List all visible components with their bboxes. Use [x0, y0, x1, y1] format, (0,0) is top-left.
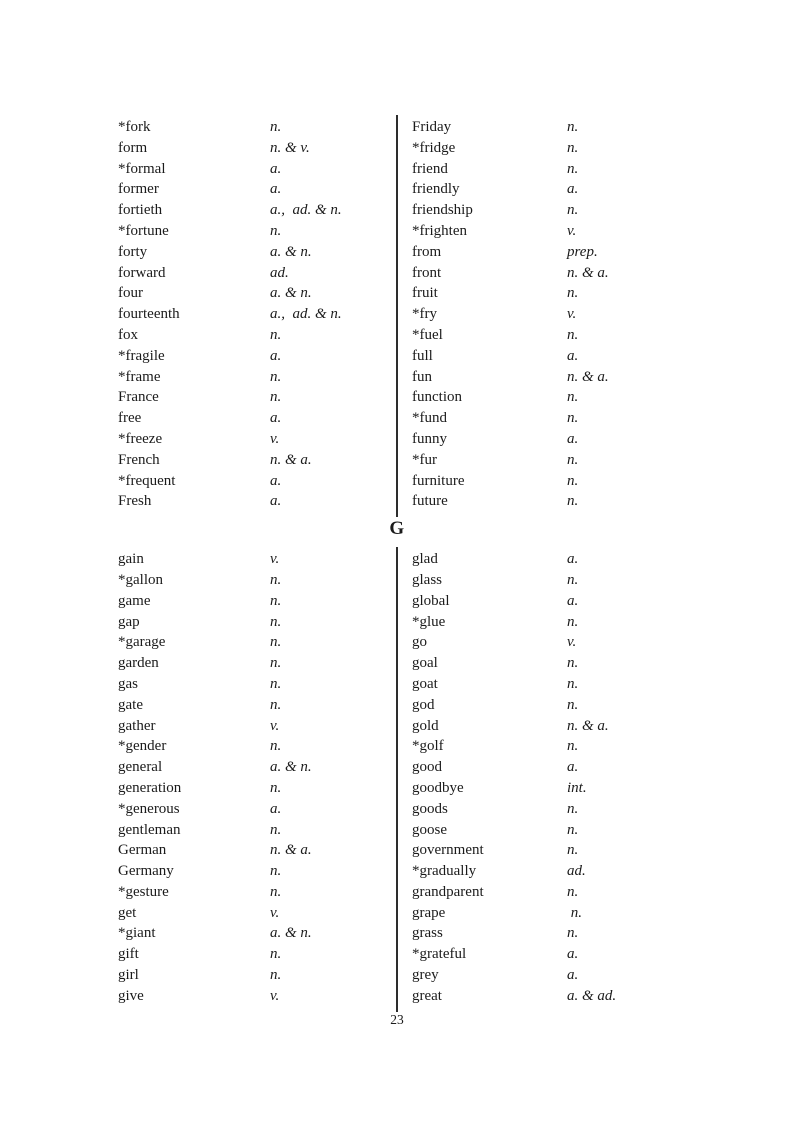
- word-text: glad: [412, 551, 438, 568]
- word-entry-row: [412, 367, 794, 388]
- word-entry-row: [412, 263, 794, 284]
- word-entry-row: [412, 200, 794, 221]
- part-of-speech-text: n.: [270, 863, 282, 880]
- word-text: furniture: [412, 472, 465, 489]
- word-text: goods: [412, 800, 448, 817]
- part-of-speech-text: a.: [567, 592, 579, 609]
- part-of-speech-text: n. & v.: [270, 139, 310, 156]
- word-entry-row: [118, 923, 397, 944]
- part-of-speech-text: a.: [270, 410, 282, 427]
- part-of-speech-text: a.: [270, 181, 282, 198]
- part-of-speech-text: a. & n.: [270, 243, 312, 260]
- word-entry-row: [118, 200, 397, 221]
- word-entry-row: [118, 549, 397, 570]
- word-text: Friday: [412, 119, 452, 135]
- word-entry-row: [118, 471, 397, 492]
- word-text: *fuel: [412, 326, 443, 343]
- word-entry-row: [412, 242, 794, 263]
- part-of-speech-text: n.: [270, 119, 282, 135]
- word-text: future: [412, 493, 448, 510]
- word-entry-row: [118, 716, 397, 737]
- word-text: gain: [118, 551, 144, 568]
- section-f-left-column: [0, 117, 397, 512]
- section-f-continued: [0, 117, 794, 512]
- word-text: generation: [118, 779, 182, 796]
- word-entry-row: [118, 778, 397, 799]
- part-of-speech-text: n.: [270, 571, 282, 588]
- part-of-speech-text: a.: [270, 800, 282, 817]
- part-of-speech-text: n.: [567, 389, 579, 406]
- word-entry-row: [118, 799, 397, 820]
- word-text: goat: [412, 675, 438, 692]
- word-entry-row: [118, 861, 397, 882]
- part-of-speech-text: n.: [270, 675, 282, 692]
- word-text: goal: [412, 655, 438, 672]
- part-of-speech-text: n.: [567, 571, 579, 588]
- part-of-speech-text: n.: [270, 779, 282, 796]
- part-of-speech-text: n.: [567, 800, 579, 817]
- part-of-speech-text: a.: [567, 946, 579, 963]
- part-of-speech-text: n.: [567, 451, 579, 468]
- part-of-speech-text: n.: [567, 202, 579, 219]
- part-of-speech-text: n.: [567, 119, 579, 135]
- part-of-speech-text: n.: [270, 696, 282, 713]
- word-entry-row: [412, 861, 794, 882]
- word-text: goose: [412, 821, 447, 838]
- section-g-header: G: [389, 518, 405, 540]
- word-entry-row: [118, 820, 397, 841]
- part-of-speech-text: ad.: [270, 264, 289, 281]
- part-of-speech-text: n.: [567, 842, 579, 859]
- word-entry-row: [412, 159, 794, 180]
- part-of-speech-text: a.: [270, 347, 282, 364]
- word-text: *golf: [412, 738, 444, 755]
- word-entry-row: [118, 965, 397, 986]
- word-text: *generous: [118, 800, 180, 817]
- word-entry-row: [118, 695, 397, 716]
- word-entry-row: [118, 408, 397, 429]
- word-text: gift: [118, 946, 139, 963]
- word-entry-row: [412, 695, 794, 716]
- word-text: four: [118, 285, 143, 302]
- word-text: former: [118, 181, 159, 198]
- word-entry-row: [412, 179, 794, 200]
- word-entry-row: [118, 736, 397, 757]
- word-entry-row: [412, 221, 794, 242]
- part-of-speech-text: n.: [270, 946, 282, 963]
- word-text: full: [412, 347, 433, 364]
- word-text: German: [118, 842, 167, 859]
- word-entry-row: [412, 820, 794, 841]
- part-of-speech-text: n.: [567, 410, 579, 427]
- word-entry-row: [412, 346, 794, 367]
- word-text: *grateful: [412, 946, 467, 963]
- word-text: *gradually: [412, 863, 477, 880]
- part-of-speech-text: n.: [270, 222, 282, 239]
- word-entry-row: [412, 387, 794, 408]
- part-of-speech-text: n.: [270, 821, 282, 838]
- word-text: friendship: [412, 202, 473, 219]
- word-text: forward: [118, 264, 166, 281]
- part-of-speech-text: int.: [567, 779, 587, 796]
- part-of-speech-text: prep.: [567, 243, 598, 260]
- word-entry-row: [118, 986, 397, 1007]
- part-of-speech-text: n.: [270, 326, 282, 343]
- word-entry-row: [118, 159, 397, 180]
- part-of-speech-text: n.: [567, 696, 579, 713]
- part-of-speech-text: n.: [567, 738, 579, 755]
- word-text: get: [118, 904, 137, 921]
- word-entry-row: [412, 736, 794, 757]
- word-text: *frighten: [412, 222, 467, 239]
- word-text: *fund: [412, 410, 447, 427]
- word-text: function: [412, 389, 462, 406]
- part-of-speech-text: a.: [567, 551, 579, 568]
- word-text: gas: [118, 675, 138, 692]
- word-text: gap: [118, 613, 140, 630]
- word-text: grape: [412, 904, 446, 921]
- column-divider-f: [396, 115, 398, 517]
- word-entry-row: [118, 757, 397, 778]
- word-entry-row: [412, 471, 794, 492]
- part-of-speech-text: a. & n.: [270, 285, 312, 302]
- part-of-speech-text: n.: [270, 738, 282, 755]
- part-of-speech-text: a.: [567, 967, 579, 984]
- word-entry-row: [412, 283, 794, 304]
- word-entry-row: [118, 283, 397, 304]
- part-of-speech-text: n. & a.: [567, 717, 609, 734]
- part-of-speech-text: a.: [567, 181, 579, 198]
- part-of-speech-text: n. & a.: [567, 368, 609, 385]
- word-text: *freeze: [118, 430, 163, 447]
- word-text: forty: [118, 243, 148, 260]
- word-text: Fresh: [118, 493, 152, 510]
- page-number: 23: [390, 1011, 404, 1027]
- word-text: garden: [118, 655, 159, 672]
- word-text: French: [118, 451, 160, 468]
- word-text: gate: [118, 696, 143, 713]
- word-entry-row: [412, 325, 794, 346]
- part-of-speech-text: v.: [567, 222, 577, 239]
- word-text: fun: [412, 368, 432, 385]
- word-entry-row: [118, 179, 397, 200]
- column-divider-g: [396, 547, 398, 1012]
- word-entry-row: [412, 965, 794, 986]
- word-text: grey: [412, 967, 439, 984]
- part-of-speech-text: v.: [270, 904, 280, 921]
- word-entry-row: [412, 304, 794, 325]
- word-text: *fork: [118, 119, 151, 135]
- word-text: *formal: [118, 160, 166, 177]
- word-text: gather: [118, 717, 156, 734]
- word-text: grandparent: [412, 883, 484, 900]
- word-entry-row: [412, 491, 794, 512]
- word-entry-row: [412, 778, 794, 799]
- word-text: *gallon: [118, 571, 163, 588]
- word-entry-row: [118, 304, 397, 325]
- part-of-speech-text: n.: [567, 883, 579, 900]
- word-entry-row: [118, 944, 397, 965]
- part-of-speech-text: n.: [567, 472, 579, 489]
- part-of-speech-text: n.: [567, 493, 579, 510]
- word-text: *frame: [118, 368, 161, 385]
- word-entry-row: [412, 591, 794, 612]
- section-g-right-column: [397, 549, 794, 1007]
- word-text: great: [412, 987, 442, 1004]
- word-text: *gesture: [118, 883, 169, 900]
- word-entry-row: [412, 944, 794, 965]
- word-entry-row: [118, 367, 397, 388]
- word-text: *glue: [412, 613, 446, 630]
- word-text: general: [118, 759, 163, 776]
- part-of-speech-text: n.: [567, 285, 579, 302]
- word-entry-row: [412, 986, 794, 1007]
- word-entry-row: [118, 632, 397, 653]
- word-entry-row: [412, 882, 794, 903]
- word-text: *giant: [118, 925, 156, 942]
- word-entry-row: [412, 632, 794, 653]
- word-entry-row: [412, 549, 794, 570]
- word-text: game: [118, 592, 151, 609]
- word-entry-row: [412, 674, 794, 695]
- word-text: *garage: [118, 634, 166, 651]
- part-of-speech-text: n.: [270, 368, 282, 385]
- part-of-speech-text: n.: [567, 139, 579, 156]
- word-entry-row: [118, 117, 397, 138]
- part-of-speech-text: n.: [270, 389, 282, 406]
- word-entry-row: [412, 799, 794, 820]
- part-of-speech-text: a.: [567, 347, 579, 364]
- part-of-speech-text: n. & a.: [567, 264, 609, 281]
- part-of-speech-text: n.: [567, 160, 579, 177]
- part-of-speech-text: n. & a.: [270, 451, 312, 468]
- word-text: *fragile: [118, 347, 165, 364]
- word-text: grass: [412, 925, 443, 942]
- word-text: give: [118, 987, 144, 1004]
- word-text: fourteenth: [118, 306, 180, 323]
- part-of-speech-text: v.: [567, 306, 577, 323]
- word-text: good: [412, 759, 442, 776]
- word-text: *fry: [412, 306, 437, 323]
- word-entry-row: [412, 138, 794, 159]
- part-of-speech-text: v.: [270, 430, 280, 447]
- word-entry-row: [118, 903, 397, 924]
- word-text: *fortune: [118, 222, 169, 239]
- word-entry-row: [412, 612, 794, 633]
- part-of-speech-text: n.: [270, 592, 282, 609]
- part-of-speech-text: v.: [270, 987, 280, 1004]
- word-text: France: [118, 389, 159, 406]
- word-text: *gender: [118, 738, 167, 755]
- word-entry-row: [412, 716, 794, 737]
- word-text: funny: [412, 430, 447, 447]
- word-entry-row: [412, 429, 794, 450]
- word-entry-row: [118, 242, 397, 263]
- part-of-speech-text: a.: [270, 160, 282, 177]
- part-of-speech-text: n.: [270, 655, 282, 672]
- section-g-left-column: [0, 549, 397, 1007]
- part-of-speech-text: n.: [567, 326, 579, 343]
- word-entry-row: [412, 570, 794, 591]
- part-of-speech-text: ad.: [567, 863, 586, 880]
- word-entry-row: [118, 221, 397, 242]
- word-text: girl: [118, 967, 139, 984]
- word-entry-row: [118, 653, 397, 674]
- part-of-speech-text: n. & a.: [270, 842, 312, 859]
- word-entry-row: [118, 570, 397, 591]
- word-entry-row: [118, 138, 397, 159]
- word-text: gold: [412, 717, 439, 734]
- word-entry-row: [118, 840, 397, 861]
- part-of-speech-text: a. & ad.: [567, 987, 617, 1004]
- part-of-speech-text: a., ad. & n.: [270, 306, 342, 323]
- word-text: friendly: [412, 181, 460, 198]
- word-entry-row: [118, 882, 397, 903]
- part-of-speech-text: n.: [567, 613, 579, 630]
- part-of-speech-text: a. & n.: [270, 925, 312, 942]
- word-text: *frequent: [118, 472, 176, 489]
- word-text: glass: [412, 571, 442, 588]
- word-text: gentleman: [118, 821, 181, 838]
- word-text: from: [412, 243, 442, 260]
- word-text: global: [412, 592, 450, 609]
- word-text: go: [412, 634, 427, 651]
- part-of-speech-text: n.: [567, 925, 579, 942]
- word-text: fruit: [412, 285, 438, 302]
- word-text: god: [412, 696, 435, 713]
- word-entry-row: [412, 117, 794, 138]
- part-of-speech-text: a.: [567, 430, 579, 447]
- part-of-speech-text: n.: [270, 634, 282, 651]
- part-of-speech-text: a.: [270, 472, 282, 489]
- word-text: Germany: [118, 863, 174, 880]
- word-text: government: [412, 842, 484, 859]
- word-text: *fur: [412, 451, 437, 468]
- part-of-speech-text: a., ad. & n.: [270, 202, 342, 219]
- word-entry-row: [118, 674, 397, 695]
- part-of-speech-text: n.: [567, 821, 579, 838]
- part-of-speech-text: n.: [270, 883, 282, 900]
- part-of-speech-text: v.: [270, 717, 280, 734]
- word-text: *fridge: [412, 139, 456, 156]
- word-text: fortieth: [118, 202, 163, 219]
- word-text: free: [118, 410, 142, 427]
- part-of-speech-text: n.: [567, 675, 579, 692]
- word-entry-row: [118, 491, 397, 512]
- word-entry-row: [118, 263, 397, 284]
- word-entry-row: [412, 903, 794, 924]
- word-entry-row: [412, 408, 794, 429]
- part-of-speech-text: a. & n.: [270, 759, 312, 776]
- word-text: form: [118, 139, 148, 156]
- word-text: fox: [118, 326, 138, 343]
- section-f-right-column: [397, 117, 794, 512]
- word-entry-row: [118, 387, 397, 408]
- part-of-speech-text: a.: [567, 759, 579, 776]
- word-entry-row: [412, 757, 794, 778]
- section-g: [0, 549, 794, 1007]
- part-of-speech-text: v.: [270, 551, 280, 568]
- part-of-speech-text: n.: [270, 613, 282, 630]
- part-of-speech-text: n.: [567, 904, 582, 921]
- word-entry-row: [412, 923, 794, 944]
- word-entry-row: [412, 653, 794, 674]
- part-of-speech-text: a.: [270, 493, 282, 510]
- word-entry-row: [118, 325, 397, 346]
- word-entry-row: [118, 591, 397, 612]
- word-entry-row: [412, 840, 794, 861]
- part-of-speech-text: v.: [567, 634, 577, 651]
- word-entry-row: [118, 429, 397, 450]
- word-entry-row: [118, 612, 397, 633]
- word-entry-row: [412, 450, 794, 471]
- part-of-speech-text: n.: [567, 655, 579, 672]
- word-text: front: [412, 264, 442, 281]
- word-entry-row: [118, 346, 397, 367]
- word-text: friend: [412, 160, 448, 177]
- word-text: goodbye: [412, 779, 464, 796]
- word-entry-row: [118, 450, 397, 471]
- part-of-speech-text: n.: [270, 967, 282, 984]
